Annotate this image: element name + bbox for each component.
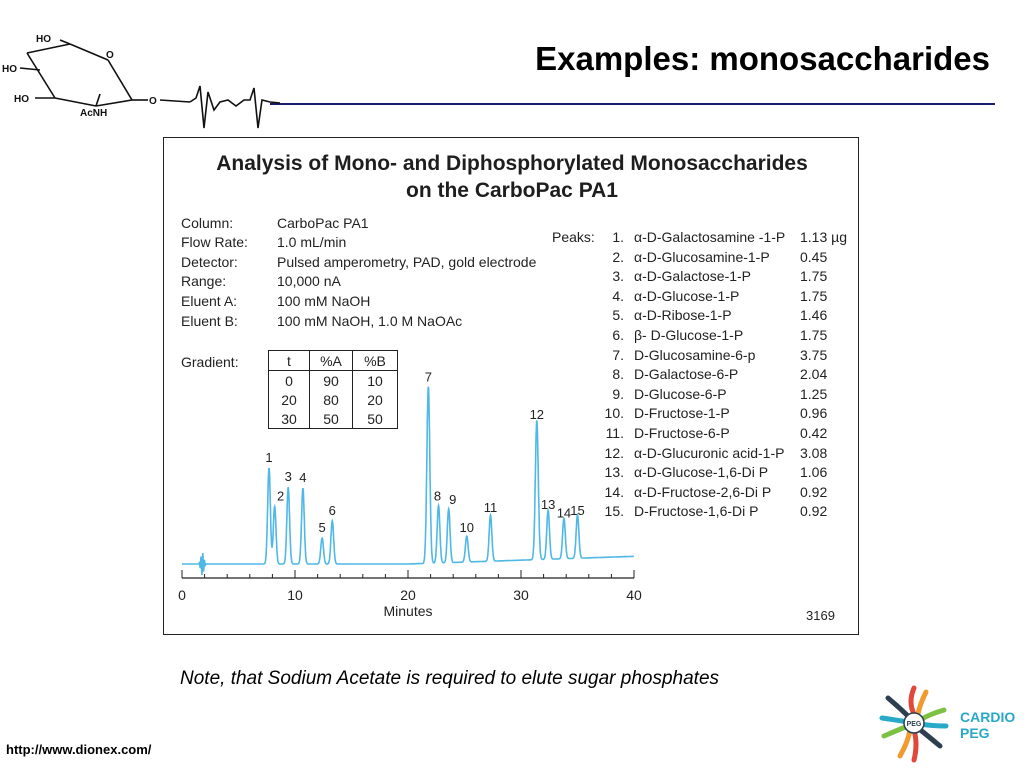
peak-number: 5. xyxy=(612,307,624,324)
peak-amount: 1.25 xyxy=(800,385,828,402)
condition-value-flow-rate: 1.0 mL/min xyxy=(277,234,347,250)
peak-amount: 1.46 xyxy=(800,307,828,324)
peak-amount: 1.75 xyxy=(800,327,828,343)
gradient-cell: 0 xyxy=(285,372,293,389)
gradient-cell: 50 xyxy=(367,410,383,427)
link-oxygen-label: O xyxy=(149,96,157,107)
peak-amount: 0.92 xyxy=(800,483,828,500)
peak-amount: 0.92 xyxy=(800,503,828,520)
peg-linker-waveform xyxy=(190,86,280,128)
chromatogram-plot xyxy=(164,138,860,636)
peak-number: 7. xyxy=(612,346,624,363)
peak-name: α-D-Fructose-2,6-Di P xyxy=(634,483,772,500)
condition-value-detector: Pulsed amperometry, PAD, gold electrode xyxy=(277,254,537,270)
peak-amount: 1.13 µg xyxy=(800,229,847,245)
condition-label-range: Range: xyxy=(181,273,227,289)
condition-label-flow-rate: Flow Rate: xyxy=(181,234,248,250)
peak-label: 2 xyxy=(277,488,285,504)
peak-amount: 0.42 xyxy=(800,425,828,441)
peak-label: 10 xyxy=(459,520,474,536)
peak-amount: 3.75 xyxy=(800,346,828,363)
logo-line2: PEG xyxy=(960,725,990,741)
peak-amount: 0.45 xyxy=(800,248,828,265)
peaks-label: Peaks: xyxy=(552,229,595,245)
glcnac-molecule-drawing xyxy=(0,28,280,138)
x-axis-label: Minutes xyxy=(383,603,433,619)
peak-number: 1. xyxy=(612,229,624,245)
peak-name: α-D-Glucosamine-1-P xyxy=(634,248,770,265)
gradient-cell: 50 xyxy=(310,409,353,429)
gradient-cell: 90 xyxy=(310,371,353,391)
peak-label: 11 xyxy=(483,499,498,515)
peak-label: 14 xyxy=(556,505,572,521)
ho-bottom-label: HO xyxy=(14,94,29,105)
ring-oxygen-label: O xyxy=(106,50,114,61)
peak-number: 8. xyxy=(612,366,624,383)
peak-number: 15. xyxy=(604,503,624,520)
peak-name: β- D-Glucose-1-P xyxy=(634,327,744,343)
gradient-header-b: %B xyxy=(353,351,398,371)
peak-number: 2. xyxy=(612,248,624,265)
figure-title-line1: Analysis of Mono- and Diphosphorylated Monosaccharides xyxy=(216,152,808,175)
peak-label: 13 xyxy=(540,497,556,513)
peak-label: 8 xyxy=(433,488,442,504)
x-tick-label: 10 xyxy=(287,587,303,603)
title-rule xyxy=(270,103,995,105)
peak-label: 4 xyxy=(299,470,307,486)
ho-left-label: HO xyxy=(2,64,17,75)
peak-number: 13. xyxy=(604,464,624,481)
peak-amount: 1.06 xyxy=(800,464,828,481)
peak-label: 6 xyxy=(328,502,336,518)
peak-name: α-D-Galactose-1-P xyxy=(634,268,752,285)
gradient-label: Gradient: xyxy=(181,354,239,370)
peak-number: 14. xyxy=(604,483,624,500)
chromatogram-figure xyxy=(163,137,859,635)
peak-name: D-Fructose-1-P xyxy=(634,405,730,422)
peak-number: 3. xyxy=(612,268,624,285)
peak-amount: 1.75 xyxy=(800,268,828,285)
peak-name: D-Fructose-1,6-Di P xyxy=(634,503,759,520)
condition-value-eluent-b: 100 mM NaOH, 1.0 M NaOAc xyxy=(277,313,463,329)
peak-name: D-Glucose-6-P xyxy=(634,385,727,402)
gradient-cell: 80 xyxy=(310,390,353,409)
figure-title-line2: on the CarboPac PA1 xyxy=(406,179,618,202)
peak-amount: 2.04 xyxy=(800,366,828,383)
gradient-cell: 10 xyxy=(367,372,383,389)
condition-value-eluent-a: 100 mM NaOH xyxy=(277,293,371,309)
peak-name: α-D-Glucuronic acid-1-P xyxy=(634,444,785,461)
logo-line1: CARDIO xyxy=(960,709,1016,725)
gradient-header-t: t xyxy=(269,351,310,371)
chromatogram-trace xyxy=(182,387,634,575)
condition-value-column: CarboPac PA1 xyxy=(277,215,369,231)
peak-number: 9. xyxy=(612,385,624,402)
gradient-cell: 20 xyxy=(367,391,383,408)
peak-name: D-Glucosamine-6-p xyxy=(634,346,756,363)
peak-name: α-D-Galactosamine -1-P xyxy=(634,229,786,245)
peak-label: 3 xyxy=(284,469,292,485)
peak-name: α-D-Glucose-1,6-Di P xyxy=(634,464,769,481)
slide-title: Examples: monosaccharides xyxy=(535,40,990,77)
peak-label: 5 xyxy=(318,520,326,536)
peak-label: 12 xyxy=(529,406,545,422)
figure-code: 3169 xyxy=(806,608,835,623)
peak-amount: 1.75 xyxy=(800,287,828,304)
peak-label: 15 xyxy=(570,502,585,518)
ho-top-label: HO xyxy=(36,34,51,45)
peak-number: 6. xyxy=(612,327,624,343)
logo-badge-text: PEG xyxy=(906,721,922,728)
peak-label: 9 xyxy=(449,492,457,508)
peak-number: 4. xyxy=(612,287,624,304)
peak-amount: 0.96 xyxy=(800,405,828,422)
x-tick-label: 20 xyxy=(400,587,416,603)
gradient-cell: 20 xyxy=(281,391,297,408)
peak-number: 12. xyxy=(604,444,624,461)
peak-label: 1 xyxy=(265,450,273,465)
gradient-header-a: %A xyxy=(310,351,353,371)
peak-name: D-Galactose-6-P xyxy=(634,366,739,383)
peak-label: 7 xyxy=(424,369,432,385)
peak-number: 10. xyxy=(604,405,624,422)
x-tick-label: 40 xyxy=(626,587,642,603)
x-tick-label: 0 xyxy=(178,587,186,603)
peak-name: D-Fructose-6-P xyxy=(634,425,730,441)
gradient-cell: 30 xyxy=(281,410,297,427)
x-tick-label: 30 xyxy=(513,587,529,603)
slide-note: Note, that Sodium Acetate is required to elute sugar phosphates xyxy=(180,668,720,689)
acnh-label: AcNH xyxy=(80,108,108,119)
peak-amount: 3.08 xyxy=(800,444,828,461)
condition-label-column: Column: xyxy=(181,215,234,231)
source-url[interactable]: http://www.dionex.com/ xyxy=(6,742,152,757)
condition-label-detector: Detector: xyxy=(181,254,238,270)
condition-label-eluent-a: Eluent A: xyxy=(181,293,238,309)
peak-number: 11. xyxy=(605,425,624,441)
peak-name: α-D-Ribose-1-P xyxy=(634,307,732,324)
condition-label-eluent-b: Eluent B: xyxy=(181,313,238,329)
cardiopeg-logo xyxy=(874,680,956,766)
peak-name: α-D-Glucose-1-P xyxy=(634,287,740,304)
logo-wordmark xyxy=(960,709,1015,741)
condition-value-range: 10,000 nA xyxy=(277,273,341,289)
